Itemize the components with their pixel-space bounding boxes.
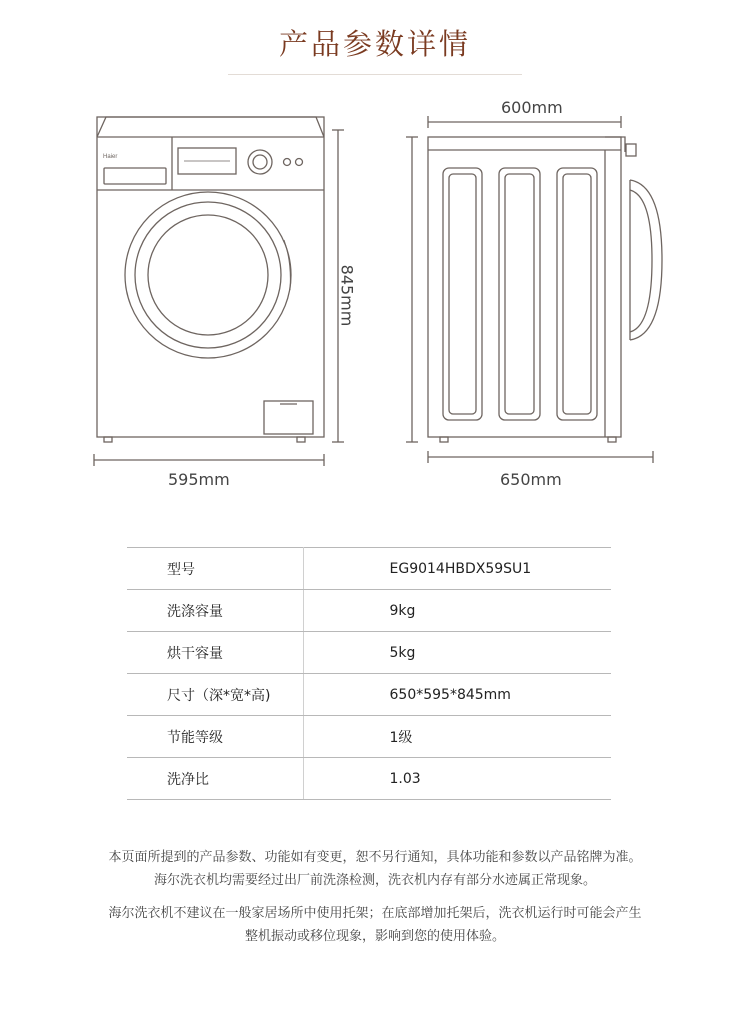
- spec-value: 1.03: [303, 758, 611, 800]
- spec-label: 烘干容量: [127, 632, 303, 674]
- detergent-drawer: [104, 168, 166, 184]
- table-row: [127, 548, 611, 590]
- table-row: [127, 632, 611, 674]
- brand-logo: Haier: [103, 154, 118, 160]
- filter-cover: [264, 401, 313, 434]
- side-top-fitting: [626, 144, 636, 156]
- front-foot-right: [297, 437, 305, 442]
- side-top-dimension-line: [428, 116, 621, 128]
- side-view-diagram: [428, 137, 662, 442]
- spec-value: 9kg: [303, 590, 611, 632]
- disclaimer-block-2: [0, 902, 750, 948]
- spec-value: 650*595*845mm: [303, 674, 611, 716]
- door-glass: [148, 215, 268, 335]
- table-row: [127, 758, 611, 800]
- front-width-label: 595mm: [168, 470, 230, 489]
- disclaimer-line: 本页面所提到的产品参数、功能如有变更，恕不另行通知，具体功能和参数以产品铭牌为准。: [108, 850, 642, 865]
- side-height-line: [406, 137, 418, 442]
- side-bottom-depth-label: 650mm: [500, 470, 562, 489]
- front-foot-left: [104, 437, 112, 442]
- front-view-diagram: [97, 117, 324, 442]
- disclaimer-line: 海尔洗衣机均需要经过出厂前洗涤检测，洗衣机内存有部分水迹属正常现象。: [153, 873, 596, 888]
- front-width-dimension-line: [94, 454, 324, 466]
- button-2: [296, 159, 303, 166]
- program-knob: [248, 150, 272, 174]
- spec-label: 洗净比: [127, 758, 303, 800]
- spec-value: 1级: [303, 716, 611, 758]
- height-label: 845mm: [337, 264, 357, 327]
- spec-label: 洗涤容量: [127, 590, 303, 632]
- table-row: [127, 590, 611, 632]
- button-1: [284, 159, 291, 166]
- spec-value: 5kg: [303, 632, 611, 674]
- side-foot-right: [608, 437, 616, 442]
- side-foot-left: [440, 437, 448, 442]
- door-inner-ring: [135, 202, 281, 348]
- side-bottom-dimension-line: [428, 451, 653, 463]
- spec-label: 节能等级: [127, 716, 303, 758]
- door-outer-ring: [125, 192, 291, 358]
- front-top-bevel: [97, 117, 324, 137]
- spec-label: 型号: [127, 548, 303, 590]
- table-row: [127, 674, 611, 716]
- spec-label: 尺寸（深*宽*高): [127, 674, 303, 716]
- disclaimer-line: 整机振动或移位现象，影响到您的使用体验。: [244, 929, 505, 944]
- spec-value: EG9014HBDX59SU1: [303, 548, 611, 590]
- side-body-outline: [428, 137, 621, 437]
- disclaimer-line: 海尔洗衣机不建议在一般家居场所中使用托架；在底部增加托架后，洗衣机运行时可能会产生: [108, 906, 642, 921]
- side-top-depth-label: 600mm: [501, 98, 563, 117]
- disclaimer-block-1: [0, 846, 750, 892]
- page-title: 产品参数详情: [278, 27, 471, 61]
- spec-table: [127, 547, 611, 800]
- side-door-profile: [630, 180, 662, 340]
- table-row: [127, 716, 611, 758]
